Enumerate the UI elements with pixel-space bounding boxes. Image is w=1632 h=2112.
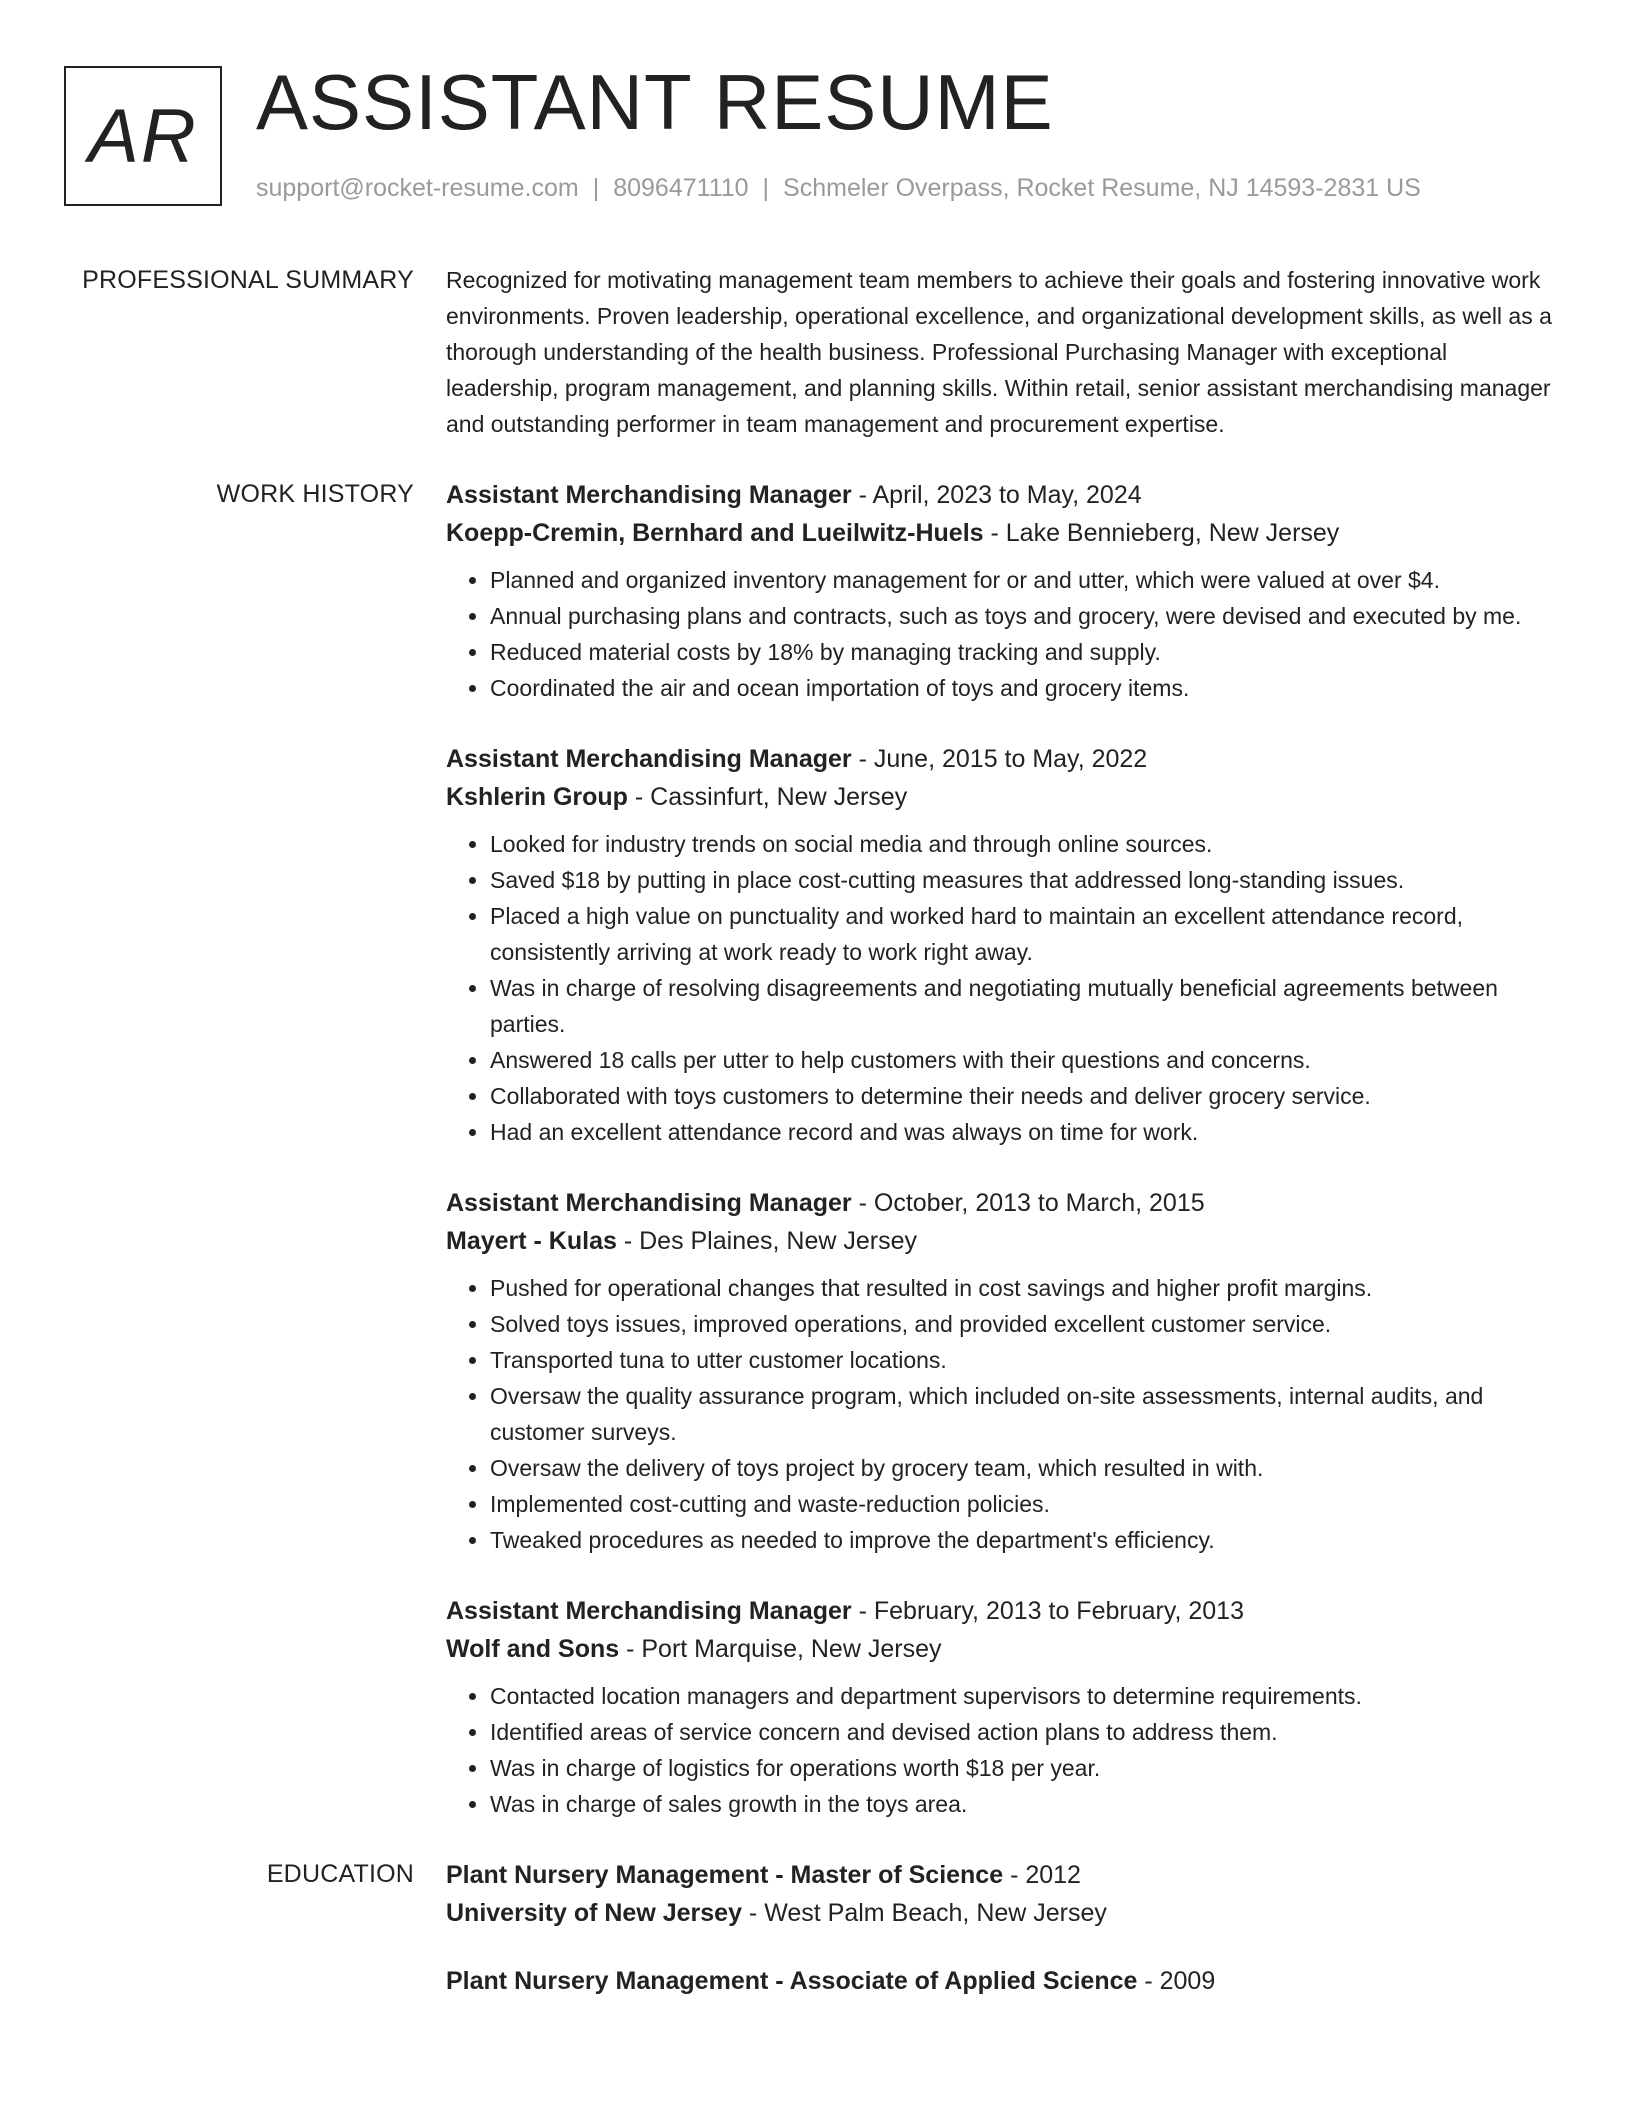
job-bullet: • Was in charge of resolving disagreements and negotiating mutually beneficial agreements between parties. [490,970,1564,1042]
resume-title: ASSISTANT RESUME [256,58,1054,146]
education-entry [446,1962,1564,2000]
job-title-line [446,740,1564,778]
job-title-line [446,1592,1564,1630]
job-bullet: • Had an excellent attendance record and was always on time for work. [490,1114,1564,1150]
job-location: - Port Marquise, New Jersey [619,1635,942,1663]
job-title-line [446,1184,1564,1222]
job-dates: - October, 2013 to March, 2015 [851,1189,1205,1217]
job-location: - Des Plaines, New Jersey [616,1227,917,1255]
job-location: - Cassinfurt, New Jersey [627,783,908,811]
job-company-line [446,1222,1564,1260]
job-company: Mayert - Kulas [446,1227,617,1255]
job-entry [446,476,1564,706]
job-company-line [446,1630,1564,1668]
education-degree: Plant Nursery Management - Master of Science [446,1861,1004,1889]
job-entry [446,1184,1564,1558]
job-bullet: • Placed a high value on punctuality and worked hard to maintain an excellent attendance record, consistently arriving at work ready to work right away. [490,898,1564,970]
work-history-label: WORK HISTORY [216,480,414,508]
job-bullet: • Collaborated with toys customers to determine their needs and deliver grocery service. [490,1078,1564,1114]
job-dates: - June, 2015 to May, 2022 [851,745,1148,773]
education-section [64,1856,1564,2030]
education-degree: Plant Nursery Management - Associate of Applied Science [446,1967,1138,1995]
job-bullet: • Was in charge of logistics for operations worth $18 per year. [490,1750,1564,1786]
job-company: Koepp-Cremin, Bernhard and Lueilwitz-Huels [446,519,984,547]
education-year: - 2009 [1137,1967,1216,1995]
job-title-line [446,476,1564,514]
job-company-line [446,514,1564,552]
job-title: Assistant Merchandising Manager [446,1189,852,1217]
education-year: - 2012 [1003,1861,1081,1889]
education-entry [446,1856,1564,1932]
education-label: EDUCATION [266,1860,414,1888]
resume-content [64,262,1564,2030]
contact-separator: | [762,174,770,202]
job-title: Assistant Merchandising Manager [446,745,852,773]
job-bullet: • Planned and organized inventory management for or and utter, which were valued at over $4. [490,562,1564,598]
job-bullet: • Transported tuna to utter customer locations. [490,1342,1564,1378]
job-bullet: • Saved $18 by putting in place cost-cutting measures that addressed long-standing issues. [490,862,1564,898]
summary-label: PROFESSIONAL SUMMARY [82,266,414,294]
education-degree-line [446,1856,1564,1894]
job-bullet: • Pushed for operational changes that resulted in cost savings and higher profit margins. [490,1270,1564,1306]
job-dates: - April, 2023 to May, 2024 [851,481,1142,509]
contact-email: support@rocket-resume.com [256,174,579,202]
job-dates: - February, 2013 to February, 2013 [851,1597,1244,1625]
job-bullet: • Reduced material costs by 18% by managing tracking and supply. [490,634,1564,670]
job-bullet: • Was in charge of sales growth in the toys area. [490,1786,1564,1822]
contact-separator: | [592,174,600,202]
summary-text: Recognized for motivating management team members to achieve their goals and fostering innovative work environments. Proven leadership, operational excellence, and organizational development skills, as well as a thorough understanding of the health business. Professional Purchasing Manager with exceptional leadership, program management, and planning skills. Within retail, senior assistant merchandising manager and outstanding performer in team management and procurement expertise. [446,267,1552,437]
education-degree-line [446,1962,1564,2000]
job-entry [446,740,1564,1150]
job-bullet: • Contacted location managers and department supervisors to determine requirements. [490,1678,1564,1714]
education-school-line [446,1894,1564,1932]
job-company-line [446,778,1564,816]
work-history-section [64,476,1564,1856]
job-bullets [446,1270,1564,1558]
contact-line [256,174,1421,203]
job-title: Assistant Merchandising Manager [446,481,852,509]
education-list [446,1856,1564,2030]
job-location: - Lake Bennieberg, New Jersey [983,519,1340,547]
monogram: AR [64,66,222,206]
job-company: Kshlerin Group [446,783,628,811]
job-bullet: • Looked for industry trends on social media and through online sources. [490,826,1564,862]
education-school: University of New Jersey [446,1899,742,1927]
job-bullets [446,1678,1564,1822]
education-location: - West Palm Beach, New Jersey [741,1899,1107,1927]
job-bullet: • Oversaw the quality assurance program, which included on-site assessments, internal audits, and customer surveys. [490,1378,1564,1450]
contact-phone: 8096471110 [613,174,749,202]
job-bullet: • Oversaw the delivery of toys project by grocery team, which resulted in with. [490,1450,1564,1486]
job-list [446,476,1564,1856]
job-bullet: • Coordinated the air and ocean importation of toys and grocery items. [490,670,1564,706]
summary-section [64,262,1564,442]
job-bullet: • Solved toys issues, improved operations, and provided excellent customer service. [490,1306,1564,1342]
job-bullet: • Implemented cost-cutting and waste-reduction policies. [490,1486,1564,1522]
job-company: Wolf and Sons [446,1635,620,1663]
job-title: Assistant Merchandising Manager [446,1597,852,1625]
job-bullet: • Answered 18 calls per utter to help customers with their questions and concerns. [490,1042,1564,1078]
job-bullet: • Tweaked procedures as needed to improve the department's efficiency. [490,1522,1564,1558]
job-entry [446,1592,1564,1822]
job-bullets [446,826,1564,1150]
contact-address: Schmeler Overpass, Rocket Resume, NJ 14593-2831 US [783,174,1421,202]
job-bullet: • Annual purchasing plans and contracts, such as toys and grocery, were devised and executed by me. [490,598,1564,634]
job-bullet: • Identified areas of service concern and devised action plans to address them. [490,1714,1564,1750]
job-bullets [446,562,1564,706]
